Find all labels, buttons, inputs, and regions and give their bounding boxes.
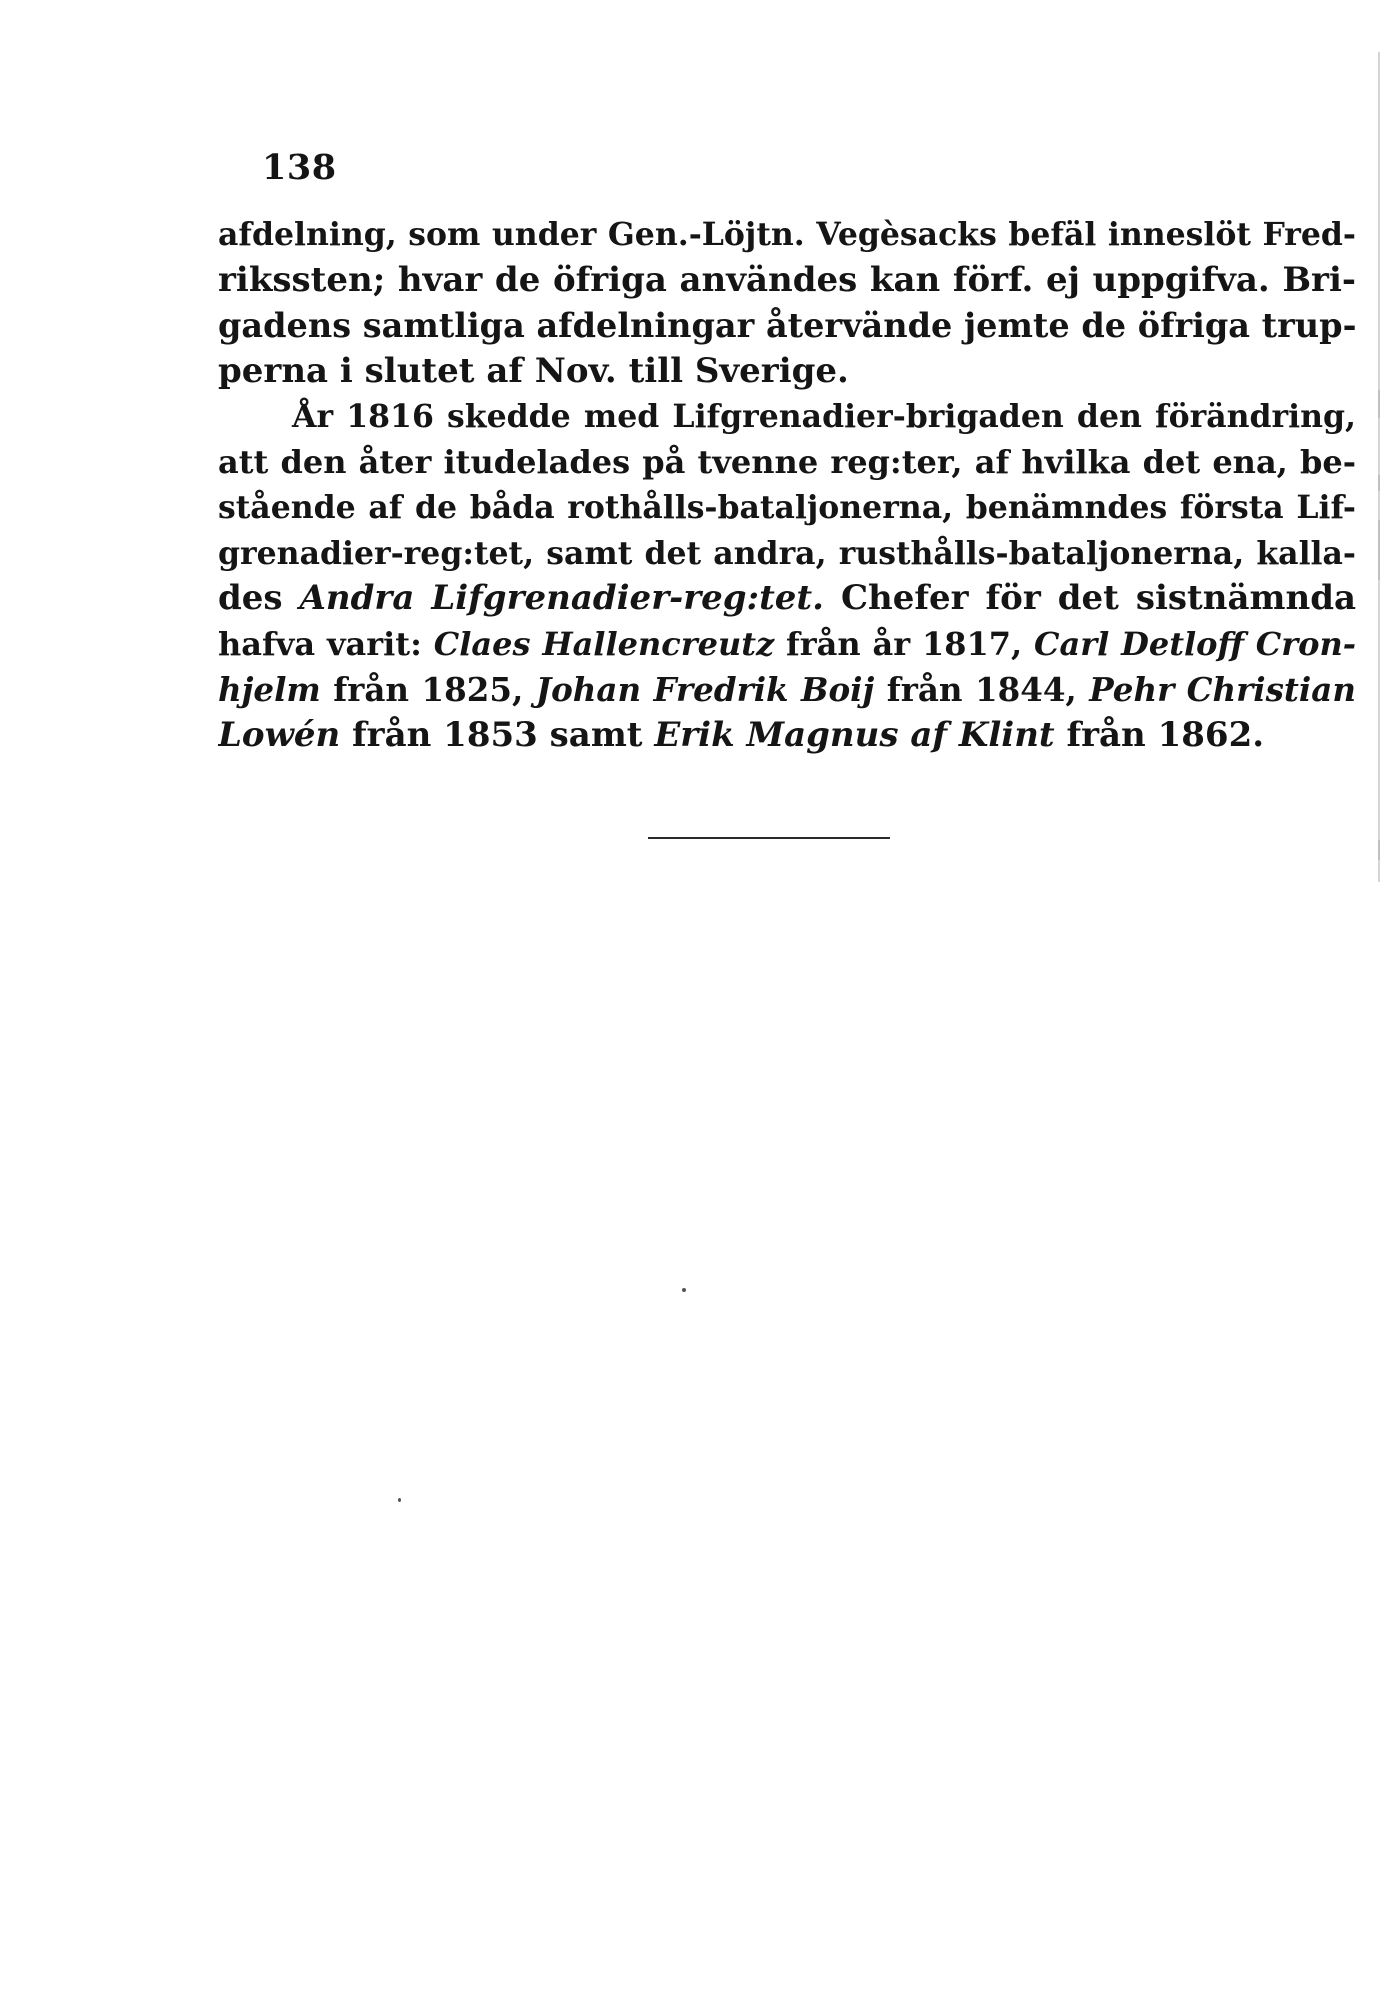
text-line [218,713,1356,759]
text-line [218,303,1356,349]
italic-name-segment: Pehr Christian [1089,670,1356,709]
text-segment: från år 1817, [774,624,1035,663]
text-segment: att den åter itudelades på tvenne reg:ter, af hvilka det ena, be- [218,442,1356,481]
text-segment: afdelning, som under Gen.-Löjtn. Vegèsacks befäl inneslöt Fred- [218,216,1356,253]
text-line [218,667,1356,713]
text-line [218,531,1356,577]
text-segment: År 1816 skedde med Lifgrenadier-brigaden den förändring, [292,398,1356,435]
text-line [218,440,1356,486]
text-line [218,622,1356,668]
text-line [218,349,1356,395]
print-speck [682,1288,686,1292]
page-edge-mark [1378,390,1380,418]
page-edge-mark [1378,840,1380,860]
text-segment: från 1844, [874,670,1090,709]
text-line [218,394,1356,440]
italic-name-segment: Johan Fredrik Boij [535,670,875,709]
italic-name-segment: Claes Hallencreutz [433,624,775,663]
text-segment: Chefer för det sistnämnda [823,578,1356,618]
italic-name-segment: Carl Detloff Cron- [1034,624,1356,663]
italic-name-segment: hjelm [218,670,321,709]
text-segment: des [218,578,300,618]
text-line [218,576,1356,622]
print-speck [398,1498,401,1502]
italic-name-segment: Erik Magnus af Klint [654,714,1055,755]
text-line [218,485,1356,531]
page-edge-mark [1378,475,1380,491]
text-segment: gadens samtliga afdelningar återvände jemte de öfriga trup- [218,306,1356,345]
page-edge-shadow [1378,52,1380,882]
text-segment: från 1862. [1054,714,1265,755]
text-segment: grenadier-reg:tet, samt det andra, rusthålls-bataljonerna, kalla- [218,534,1356,572]
text-segment: från 1825, [320,670,536,709]
page-edge-mark [1378,520,1380,580]
italic-name-segment: Andra Lifgrenadier-reg:tet. [299,578,824,618]
body-text [218,212,1356,758]
page-number: 138 [262,147,337,188]
text-segment: rikssten; hvar de öfriga användes kan förf. ej uppgifva. Bri- [218,259,1356,300]
text-segment: perna i slutet af Nov. till Sverige. [218,350,849,391]
text-line [218,258,1356,304]
section-end-rule [648,837,890,839]
text-segment: hafva varit: [218,624,434,663]
text-segment: stående af de båda rothålls-bataljonerna, benämndes första Lif- [218,489,1356,526]
italic-name-segment: Lowén [218,714,341,755]
text-segment: från 1853 samt [340,714,655,755]
text-line [218,212,1356,258]
